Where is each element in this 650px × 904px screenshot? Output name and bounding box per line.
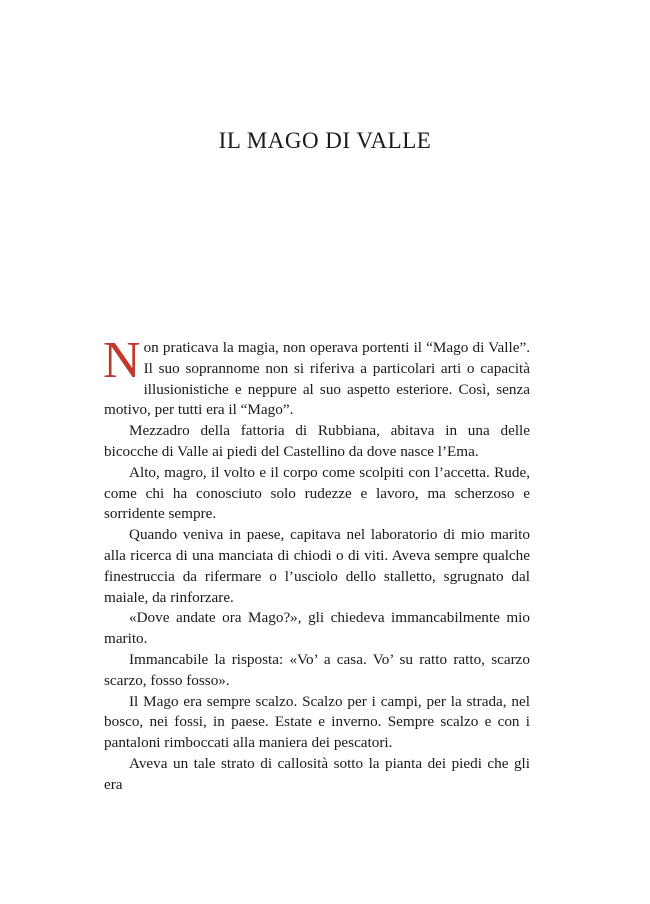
paragraph-8: Aveva un tale strato di callosità sotto la pianta dei piedi che gli era (104, 754, 530, 793)
chapter-title: IL MAGO DI VALLE (218, 128, 432, 153)
paragraph-2: Mezzadro della fattoria di Rubbiana, abitava in una delle bicocche di Valle ai piedi del Castellino da dove nasce l’Ema. (104, 422, 530, 460)
paragraph-4: Quando veniva in paese, capitava nel laboratorio di mio marito alla ricerca di una manciata di chiodi o di viti. Aveva sempre qualche finestruccia da rifermare o l’usciolo dello stalletto, sgrugnato dal maiale, da rinforzare. (104, 526, 530, 606)
paragraph-5: «Dove andate ora Mago?», gli chiedeva immancabilmente mio marito. (104, 609, 530, 648)
drop-cap-letter: N (103, 332, 141, 389)
paragraph-7: Il Mago era sempre scalzo. Scalzo per i campi, per la strada, nel bosco, nei fossi, in paese. Estate e inverno. Sempre scalzo e con i pantaloni rimboccati alla maniera dei pescatori. (104, 692, 530, 752)
paragraph-6: Immancabile la risposta: «Vo’ a casa. Vo’ su ratto ratto, scarzo scarzo, fosso fosso». (104, 650, 530, 689)
paragraph-3: Alto, magro, il volto e il corpo come scolpiti con l’accetta. Rude, come chi ha conosciuto solo rudezze e lavoro, ma scherzoso e sorridente sempre. (104, 463, 530, 523)
paragraph-1 (103, 332, 530, 421)
chapter-body (103, 332, 530, 796)
paragraph-1-text: on praticava la magia, non operava portenti il “Mago di Valle”. Il suo soprannome non si riferiva a particolari arti o capacità illusionistiche e neppure al suo aspetto esteriore. Così, senza motivo, per tutti era il “Mago”. (104, 339, 530, 419)
